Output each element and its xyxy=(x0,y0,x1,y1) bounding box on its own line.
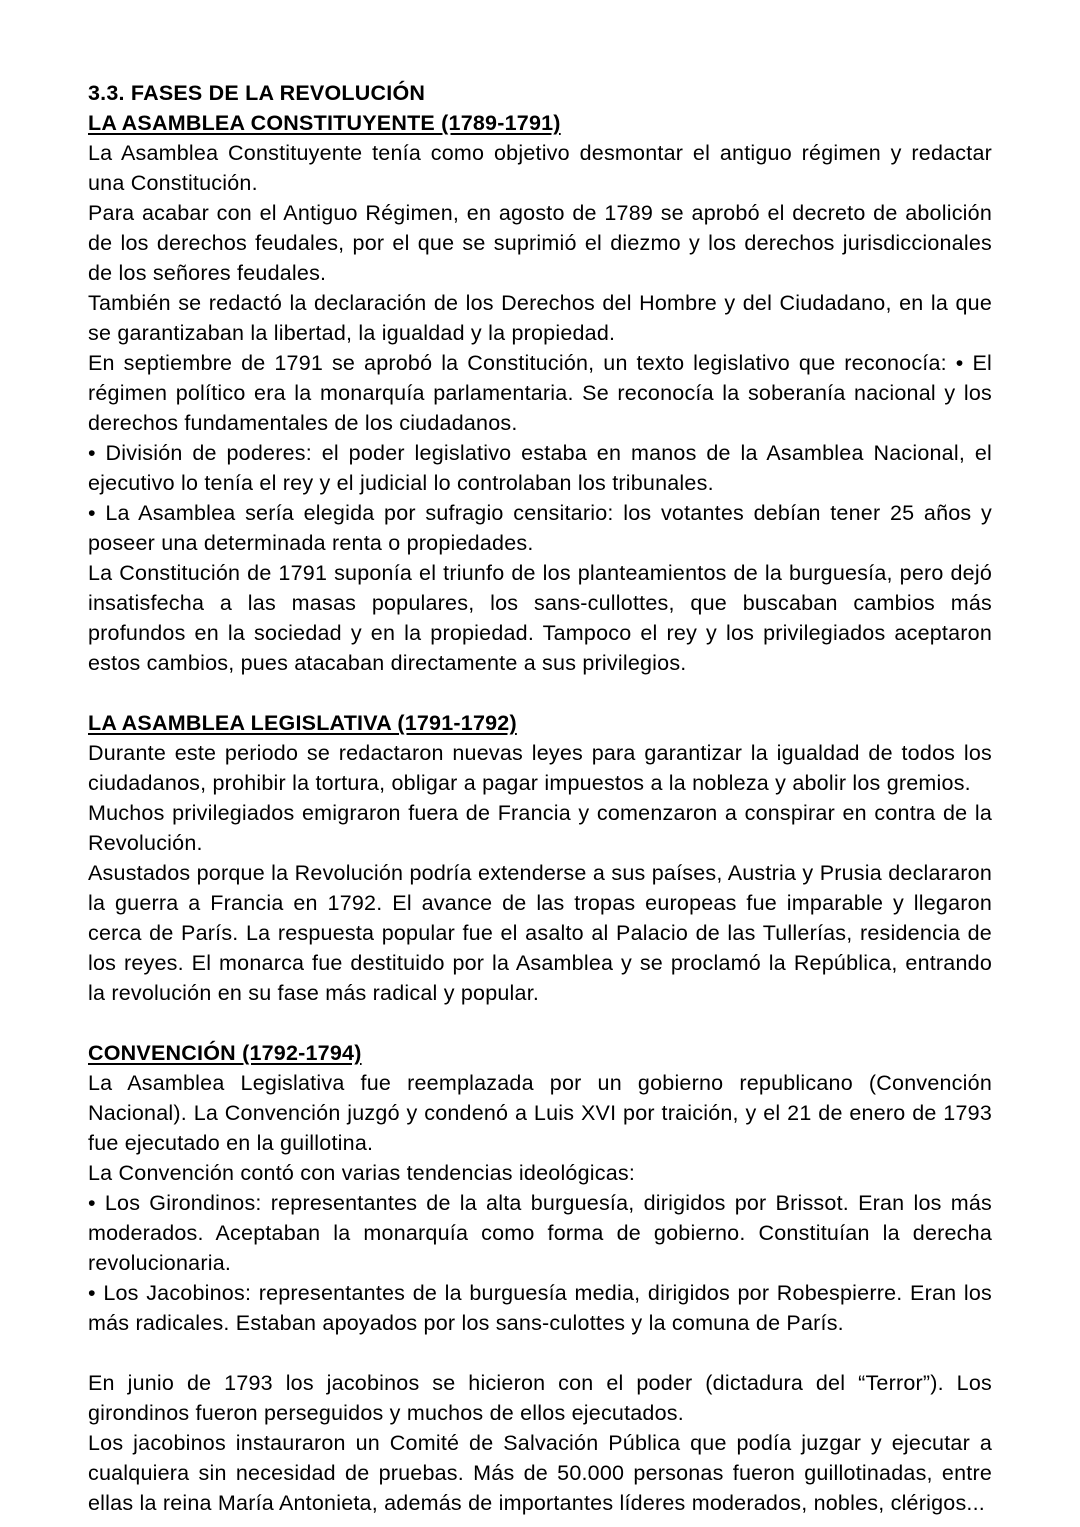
document-body xyxy=(88,78,992,1518)
paragraph-convencion-2: La Convención contó con varias tendencias ideológicas: xyxy=(88,1161,636,1185)
paragraph-constituyente-1: La Asamblea Constituyente tenía como objetivo desmontar el antiguo régimen y redactar una Constitución. xyxy=(88,141,992,195)
section-spacer-1 xyxy=(88,678,992,708)
heading-convencion-text: CONVENCIÓN (1792-1794) xyxy=(88,1041,362,1065)
paragraph-legislativa-1: Durante este periodo se redactaron nuevas leyes para garantizar la igualdad de todos los ciudadanos, prohibir la tortura, obligar a pagar impuestos a la nobleza y abolir los gremios. xyxy=(88,741,992,795)
heading-asamblea-legislativa xyxy=(88,708,992,738)
section-spacer-2 xyxy=(88,1008,992,1038)
section-spacer-3 xyxy=(88,1338,992,1368)
bullet-jacobinos: • Los Jacobinos: representantes de la burguesía media, dirigidos por Robespierre. Eran los más radicales. Estaban apoyados por los sans-culottes y la comuna de París. xyxy=(88,1281,992,1335)
page-title xyxy=(88,78,992,108)
paragraph-constituyente-4: En septiembre de 1791 se aprobó la Constitución, un texto legislativo que reconocía: • El régimen político era la monarquía parlamentaria. Se reconocía la soberanía nacional y los derechos fundamentales de los ciudadanos. xyxy=(88,351,992,435)
page-title-text: 3.3. FASES DE LA REVOLUCIÓN xyxy=(88,81,426,105)
paragraph-constituyente-7: La Constitución de 1791 suponía el triunfo de los planteamientos de la burguesía, pero dejó insatisfecha a las masas populares, los sans-cullottes, que buscaban cambios más profundos en la sociedad y en la propiedad. Tampoco el rey y los privilegiados aceptaron estos cambios, pues atacaban directamente a sus privilegios. xyxy=(88,561,992,675)
paragraph-constituyente-3: También se redactó la declaración de los Derechos del Hombre y del Ciudadano, en la que se garantizaban la libertad, la igualdad y la propiedad. xyxy=(88,291,992,345)
paragraph-legislativa-2: Muchos privilegiados emigraron fuera de Francia y comenzaron a conspirar en contra de la Revolución. xyxy=(88,801,992,855)
heading-asamblea-constituyente-text: LA ASAMBLEA CONSTITUYENTE (1789-1791) xyxy=(88,111,561,135)
paragraph-terror-2: Los jacobinos instauraron un Comité de Salvación Pública que podía juzgar y ejecutar a cualquiera sin necesidad de pruebas. Más de 50.000 personas fueron guillotinadas, entre ellas la reina María Antonieta, además de importantes líderes moderados, nobles, clérigos... xyxy=(88,1431,992,1515)
heading-asamblea-legislativa-text: LA ASAMBLEA LEGISLATIVA (1791-1792) xyxy=(88,711,517,735)
bullet-division-de-poderes: • División de poderes: el poder legislativo estaba en manos de la Asamblea Nacional, el ejecutivo lo tenía el rey y el judicial lo controlaban los tribunales. xyxy=(88,441,992,495)
paragraph-terror-1: En junio de 1793 los jacobinos se hicieron con el poder (dictadura del “Terror”). Los girondinos fueron perseguidos y muchos de ellos ejecutados. xyxy=(88,1371,992,1425)
bullet-girondinos: • Los Girondinos: representantes de la alta burguesía, dirigidos por Brissot. Eran los más moderados. Aceptaban la monarquía como forma de gobierno. Constituían la derecha revolucionaria. xyxy=(88,1191,992,1275)
bullet-sufragio-censitario: • La Asamblea sería elegida por sufragio censitario: los votantes debían tener 25 años y poseer una determinada renta o propiedades. xyxy=(88,501,992,555)
paragraph-constituyente-2: Para acabar con el Antiguo Régimen, en agosto de 1789 se aprobó el decreto de abolición de los derechos feudales, por el que se suprimió el diezmo y los derechos jurisdiccionales de los señores feudales. xyxy=(88,201,992,285)
paragraph-convencion-1: La Asamblea Legislativa fue reemplazada por un gobierno republicano (Convención Nacional). La Convención juzgó y condenó a Luis XVI por traición, y el 21 de enero de 1793 fue ejecutado en la guillotina. xyxy=(88,1071,992,1155)
paragraph-legislativa-3: Asustados porque la Revolución podría extenderse a sus países, Austria y Prusia declararon la guerra a Francia en 1792. El avance de las tropas europeas fue imparable y llegaron cerca de París. La respuesta popular fue el asalto al Palacio de las Tullerías, residencia de los reyes. El monarca fue destituido por la Asamblea y se proclamó la República, entrando la revolución en su fase más radical y popular. xyxy=(88,861,992,1005)
heading-asamblea-constituyente xyxy=(88,108,992,138)
heading-convencion xyxy=(88,1038,992,1068)
